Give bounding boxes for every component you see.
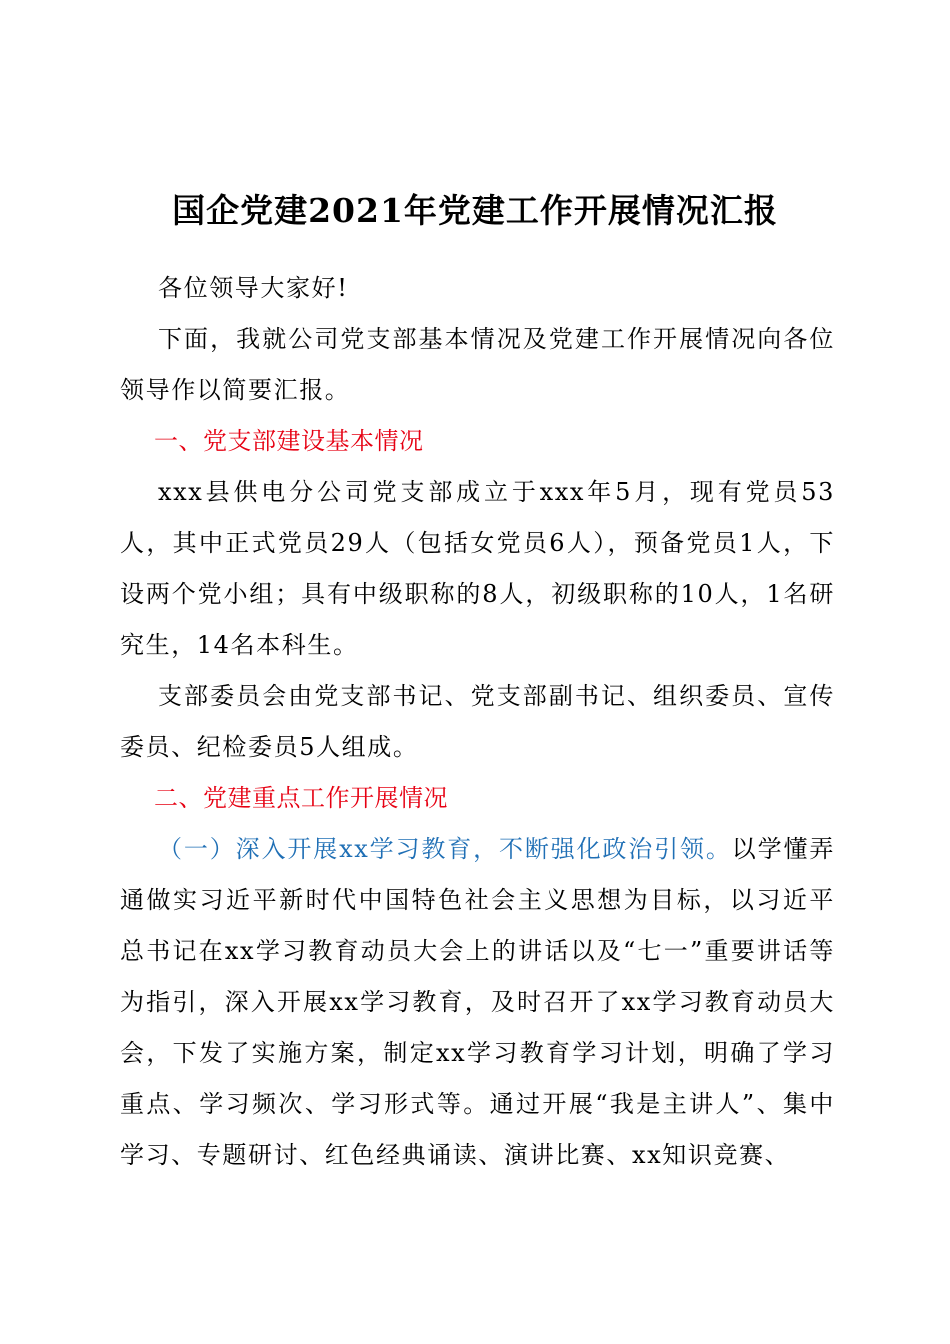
intro-paragraph: 下面，我就公司党支部基本情况及党建工作开展情况向各位领导作以简要汇报。 (120, 325, 835, 404)
greeting-paragraph: 各位领导大家好! (158, 274, 349, 302)
section2-heading: 二、党建重点工作开展情况 (154, 784, 448, 812)
section1-paragraph-2: 支部委员会由党支部书记、党支部副书记、组织委员、宣传委员、纪检委员5人组成。 (120, 682, 835, 761)
subsection1-title: （一）深入开展xx学习教育，不断强化政治引领。 (158, 835, 732, 863)
section1-heading: 一、党支部建设基本情况 (154, 427, 424, 455)
document-title: 国企党建2021年党建工作开展情况汇报 (172, 191, 778, 230)
subsection1-text: 以学懂弄通做实习近平新时代中国特色社会主义思想为目标，以习近平总书记在xx学习教育动员大会上的讲话以及“七一”重要讲话等为指引，深入开展xx学习教育，及时召开了xx学习教育动员大会，下发了实施方案，制定xx学习教育学习计划，明确了学习重点、学习频次、学习形式等。通过开展“我是主讲人”、集中学习、专题研讨、红色经典诵读、演讲比赛、xx知识竞赛、 (120, 835, 835, 1169)
document-body (120, 263, 835, 1181)
section2-paragraph-1 (120, 824, 835, 1181)
section1-paragraph-1: xxx县供电分公司党支部成立于xxx年5月，现有党员53人，其中正式党员29人（包括女党员6人），预备党员1人，下设两个党小组；具有中级职称的8人，初级职称的10人，1名研究生，14名本科生。 (120, 478, 835, 659)
